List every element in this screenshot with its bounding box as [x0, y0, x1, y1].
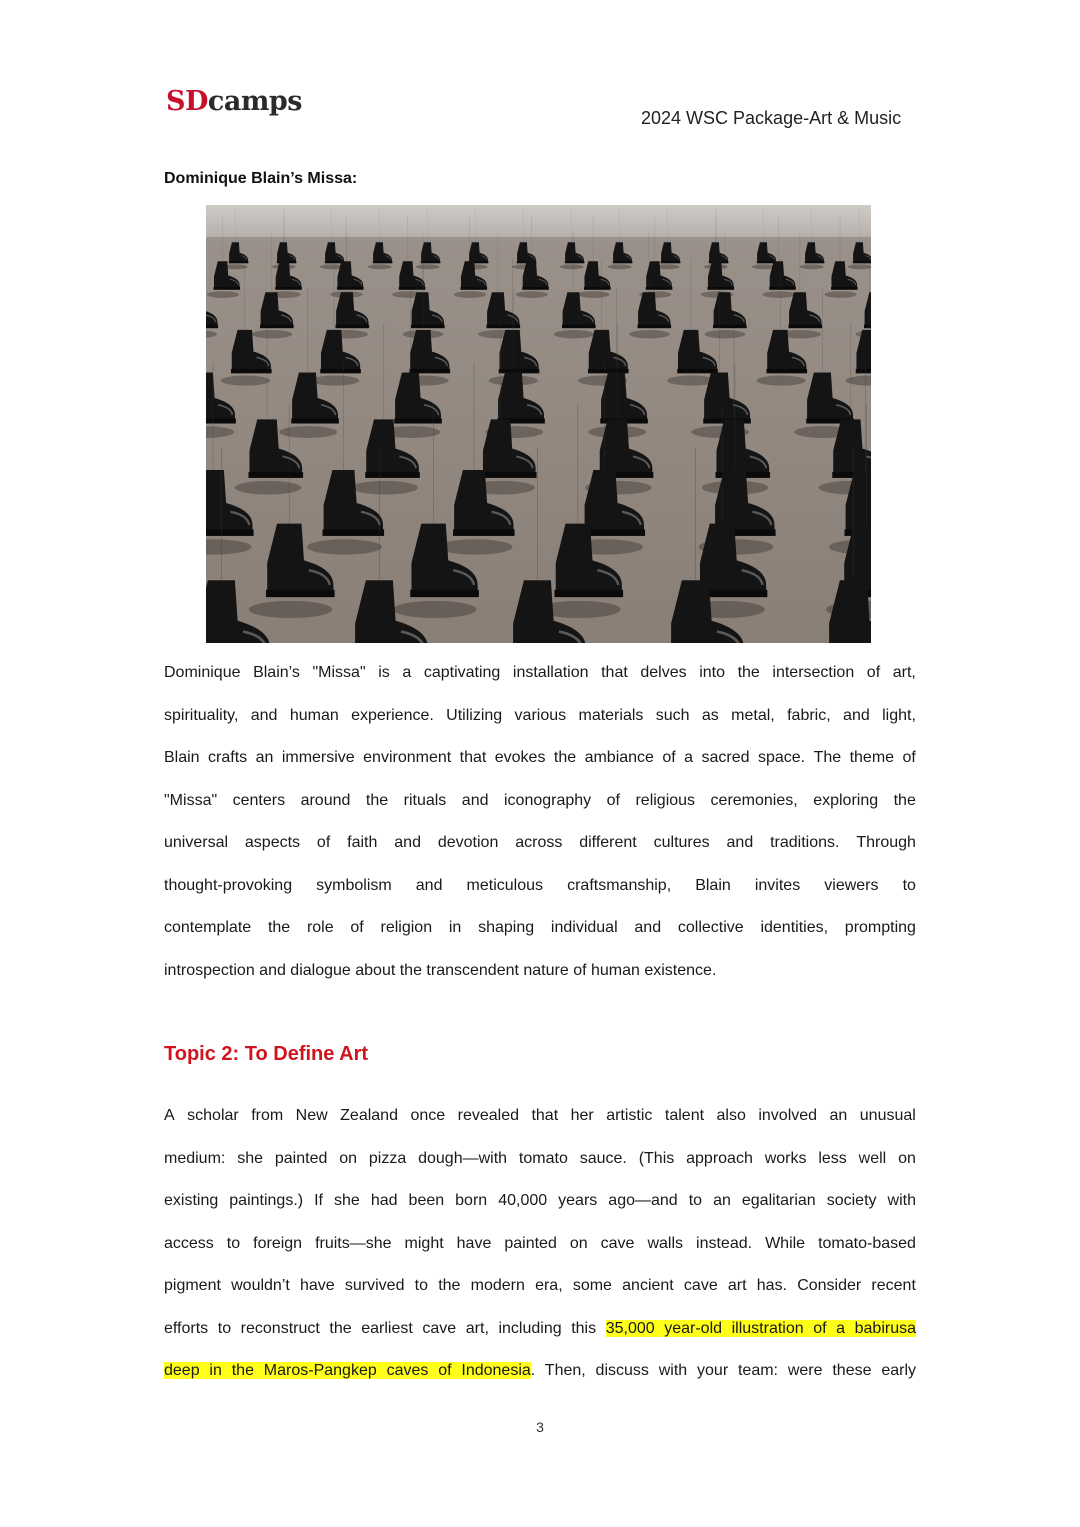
paragraph-line [164, 1308, 916, 1351]
word: Through [856, 834, 916, 851]
word: egalitarian [741, 1192, 816, 1209]
sdcamps-logo [166, 86, 302, 117]
word: iconography [503, 791, 592, 809]
word: years [558, 1192, 598, 1209]
word: era, [535, 1277, 563, 1294]
section-title: Dominique Blain’s Missa: [164, 170, 358, 187]
word: on [898, 1149, 916, 1167]
word: ceremonies, [710, 791, 798, 809]
word: faith [347, 834, 378, 851]
word: tomato-based [818, 1234, 916, 1252]
word: had [370, 1192, 398, 1209]
word: in [448, 919, 462, 936]
word: traditions. [770, 834, 840, 851]
word: revealed [457, 1107, 519, 1124]
word: religious [635, 791, 696, 809]
word: the [267, 919, 291, 936]
word: Blain’s [253, 664, 300, 681]
word: Blain [164, 749, 200, 766]
word: meticulous [466, 876, 544, 894]
paragraph-line [164, 1095, 916, 1138]
word: and [634, 919, 662, 936]
word: she [237, 1149, 264, 1167]
word: materials [578, 706, 644, 724]
word: different [579, 834, 637, 851]
word: the [365, 791, 389, 809]
logo-camps: camps [207, 86, 303, 117]
word: Dominique [164, 664, 241, 681]
word: shaping [478, 919, 535, 936]
word: intersection [772, 664, 855, 681]
paragraph-line [164, 737, 916, 780]
gallery-wall [206, 205, 871, 237]
word: as [701, 706, 719, 724]
word: wouldn’t [231, 1277, 290, 1294]
word: the [737, 664, 760, 681]
word: artistic [606, 1107, 653, 1124]
word: cave [683, 1277, 718, 1294]
word: aspects [244, 834, 301, 851]
missa-description [164, 652, 916, 992]
missa-installation-photo [206, 205, 871, 643]
paragraph-line [164, 1265, 916, 1308]
word: ancient [622, 1277, 674, 1294]
word: crafts [208, 749, 248, 766]
word: (This [638, 1149, 675, 1167]
word: symbolism [316, 876, 392, 894]
document-header-title: 2024 WSC Package-Art & Music [641, 108, 902, 128]
paragraph-line [164, 780, 916, 823]
paragraph-line [164, 907, 916, 950]
word: cave [600, 1234, 635, 1252]
paragraph-line [164, 1138, 916, 1181]
word: of [662, 749, 676, 766]
word: across [515, 834, 563, 851]
word: to [226, 1234, 241, 1252]
word: Zealand [340, 1107, 398, 1124]
word: survived [344, 1277, 405, 1294]
word: theme [849, 749, 895, 766]
word: approach [686, 1149, 753, 1167]
word: captivating [423, 664, 501, 681]
word: sacred [701, 749, 750, 766]
word: 40,000 [498, 1192, 548, 1209]
paragraph-line: introspection and dialogue about the transcendent nature of human existence. [164, 961, 717, 979]
paragraph-line [164, 1350, 916, 1393]
paragraph-line [164, 652, 916, 695]
word: modern [470, 1277, 525, 1294]
word: ago—and [608, 1192, 678, 1209]
word: around [300, 791, 351, 809]
word: with [887, 1192, 916, 1209]
word: walls [647, 1234, 684, 1252]
word: sauce. [579, 1149, 627, 1167]
word: that [459, 749, 487, 766]
word: to [414, 1277, 428, 1294]
word: experience. [351, 706, 434, 724]
paragraph-line [164, 695, 916, 738]
word: society [826, 1192, 877, 1209]
word: recent [871, 1277, 916, 1294]
word: New [295, 1107, 328, 1124]
word: once [410, 1107, 446, 1124]
word: centers [232, 791, 286, 809]
word: fabric, [787, 706, 831, 724]
word: human [289, 706, 339, 724]
word: the [438, 1277, 461, 1294]
word: medium: [164, 1149, 226, 1167]
word: foreign [253, 1234, 303, 1252]
word: identities, [760, 919, 829, 936]
word: access [164, 1234, 214, 1252]
word: of [316, 834, 331, 851]
word: universal [164, 834, 229, 851]
word: fruits—she [315, 1234, 392, 1252]
word: existing [164, 1192, 219, 1209]
word: invites [754, 876, 801, 894]
plain-text: . Then, discuss with your team: were these early [530, 1362, 917, 1379]
word: evokes [494, 749, 546, 766]
word: well [858, 1149, 887, 1167]
word: been [408, 1192, 445, 1209]
word: devotion [437, 834, 499, 851]
word: role [306, 919, 334, 936]
paragraph-line [164, 822, 916, 865]
word: born [455, 1192, 488, 1209]
word: might [404, 1234, 444, 1252]
word: craftsmanship, [567, 876, 672, 894]
word: also [716, 1107, 746, 1124]
word: is [378, 664, 390, 681]
word: a [402, 664, 412, 681]
word: thought-provoking [164, 876, 293, 894]
word: involved [758, 1107, 818, 1124]
word: scholar [187, 1107, 239, 1124]
word: and [394, 834, 421, 851]
word: have [456, 1234, 492, 1252]
word: painted [274, 1149, 328, 1167]
word: such [655, 706, 690, 724]
word: pizza [368, 1149, 407, 1167]
word: metal, [731, 706, 775, 724]
word: to [688, 1192, 703, 1209]
logo-sd: SD [166, 86, 208, 117]
word: less [818, 1149, 847, 1167]
word: Consider [797, 1277, 862, 1294]
word: a [684, 749, 694, 766]
paragraph-line [164, 865, 916, 908]
word: "Missa" [164, 791, 218, 809]
word: her [570, 1107, 594, 1124]
word: and [415, 876, 443, 894]
word: cultures [653, 834, 710, 851]
word: contemplate [164, 919, 252, 936]
word: on [569, 1234, 588, 1252]
word: delves [640, 664, 687, 681]
word: and [461, 791, 489, 809]
word: an [255, 749, 274, 766]
word: While [765, 1234, 806, 1252]
word: the [893, 791, 916, 809]
word: and [250, 706, 278, 724]
topic2-paragraph [164, 1095, 916, 1393]
word: an [829, 1107, 848, 1124]
word: Blain [695, 876, 731, 894]
word: works [764, 1149, 807, 1167]
paragraph-line [164, 1223, 916, 1266]
word: that [601, 664, 628, 681]
word: ambiance [584, 749, 654, 766]
word: of [902, 749, 916, 766]
boots-illustration [206, 205, 871, 643]
word: she [334, 1192, 360, 1209]
word: an [713, 1192, 731, 1209]
word: A [164, 1107, 175, 1124]
word: has. [756, 1277, 788, 1294]
word: from [251, 1107, 284, 1124]
word: immersive [281, 749, 355, 766]
word: instead. [696, 1234, 753, 1252]
word: art, [892, 664, 916, 681]
word: viewers [824, 876, 879, 894]
word: individual [550, 919, 618, 936]
word: various [514, 706, 567, 724]
word: space. [757, 749, 806, 766]
word: some [572, 1277, 612, 1294]
highlighted-link-text: 35,000 year-old illustration of a babirusa [605, 1319, 917, 1337]
plain-text: efforts to reconstruct the earliest cave art, including this [164, 1319, 606, 1337]
word: that [531, 1107, 559, 1124]
word: of [606, 791, 620, 809]
word: Utilizing [446, 706, 503, 724]
word: light, [882, 706, 916, 724]
word: rituals [403, 791, 447, 809]
word: prompting [844, 919, 916, 936]
word: religion [380, 919, 433, 936]
word: collective [677, 919, 744, 936]
paragraph-line [164, 1180, 916, 1223]
word: to [902, 876, 916, 894]
word: into [699, 664, 725, 681]
word: talent [664, 1107, 705, 1124]
word: spirituality, [164, 706, 239, 724]
page-number: 3 [536, 1419, 544, 1435]
word: painted [504, 1234, 557, 1252]
word: and [843, 706, 870, 724]
word: tomato [518, 1149, 568, 1167]
word: of [350, 919, 364, 936]
highlighted-link-text: deep in the Maros-Pangkep caves of Indonesia [164, 1362, 531, 1379]
word: art [727, 1277, 747, 1294]
word: on [339, 1149, 358, 1167]
word: have [300, 1277, 335, 1294]
word: environment [363, 749, 452, 766]
word: the [553, 749, 577, 766]
word: paintings.) [229, 1192, 304, 1209]
word: "Missa" [312, 664, 366, 681]
word: of [866, 664, 881, 681]
word: unusual [859, 1107, 916, 1124]
word: installation [512, 664, 589, 681]
word: and [726, 834, 754, 851]
word: If [314, 1192, 323, 1209]
word: pigment [164, 1277, 221, 1294]
word: The [813, 749, 842, 766]
word: dough—with [418, 1149, 508, 1167]
word: exploring [813, 791, 879, 809]
topic-heading: Topic 2: To Define Art [164, 1043, 369, 1065]
